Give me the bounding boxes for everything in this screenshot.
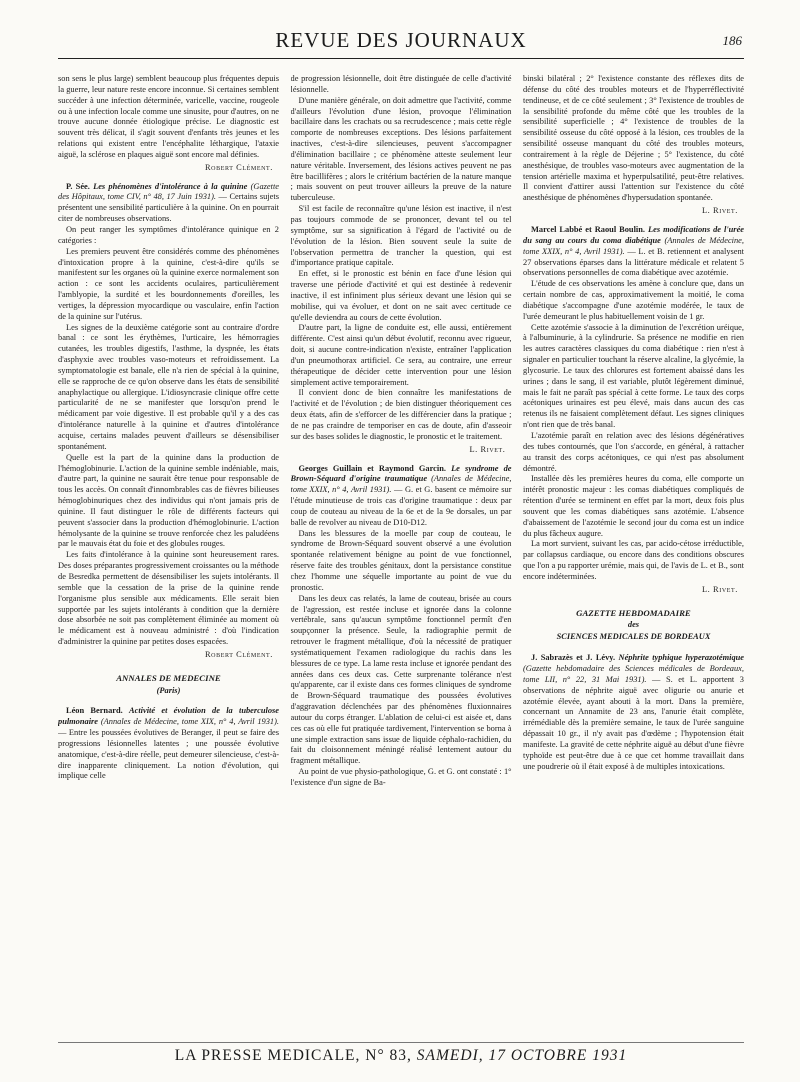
paragraph: On peut ranger les symptômes d'intolérance quinique en 2 catégories : — [58, 224, 279, 245]
paragraph: — L. et B. retiennent et analysent 27 observations éparses dans la littérature médicale et relatent 5 observations personnelles de coma diabétique avec azotémie. — [523, 246, 744, 278]
paragraph: — S. et L. apportent 3 observations de néphrite aiguë avec oligurie ou anurie et azotémie élevée, ayant abouti à la mort. Dans la première, concernant un Annamite de 23 ans, l'anurie était complète, irrémédiable dès la première semaine, le taux de l'urée sanguine dépassait 10 gr., il n'y avait pas d'œdème ; l'hypotension était manifeste. La gravité de cette néphrite aiguë au début d'une fièvre typhoïde est peut-être due à ce que cet homme travaillait dans une poudrerie où il était exposé à de multiples intoxications. — [523, 674, 744, 771]
journal-des: des — [627, 619, 640, 629]
article-reference: (Gazette des Hôpitaux, tome CIV, n° 48, 17 Juin 1931). — [58, 181, 279, 202]
paragraph: L'étude de ces observations les amène à conclure que, dans un certain nombre de cas, approximativement la moitié, le coma diabétique s'accompagne d'une azotémie modérée, le taux de l'urée demeurant le plus habituellement voisin de 1 gr. — [523, 279, 744, 321]
page-footer — [58, 1042, 744, 1069]
paragraph: L'azotémie paraît en relation avec des lésions dégénératives des tubes contournés, que l'on s'accorde, en général, à rattacher au transit des corps acétoniques, ce qui n'est pas absolument démontré. — [523, 431, 744, 473]
text-columns — [58, 74, 744, 1034]
paragraph: — Certains sujets présentent une sensibilité particulière à la quinine. On en pourrait citer de nombreuses observations. — [58, 192, 279, 224]
paragraph: Dans les deux cas relatés, la lame de couteau, brisée au cours de l'agression, est restée incluse et ignorée dans la colonne vertébrale, sans qu'aucun symptôme fonctionnel permît d'en soupçonner la présence. Seule, la radiographie permit de retrouver le fragment métallique, d'où la nécessité de pratiquer systématiquement l'examen radiologique du rachis dans les blessures de ce type. La lame resta incluse et ignorée pendant des années dans ces deux cas. Cette surprenante tolérance n'est qu'apparente, car il existe dans ces formes cliniques de syndrome de Brown-Séquard traumatique des poussées évolutives d'aggravation déclenchées par des phénomènes fluxionnaires autour du corps étranger. L'ablation de celui-ci est aisée et, dans ces cas où elle fut pratiquée tardivement, l'intervention se borna à une simple extraction sans issue de liquide céphalo-rachidien, du fait du cloisonnement méningé réalisé lentement autour du fragment métallique. — [290, 593, 512, 766]
journal-name: SCIENCES MEDICALES DE BORDEAUX — [556, 632, 711, 642]
paragraph: La mort survient, suivant les cas, par acido-cétose irréductible, par collapsus cardiaque, ou encore dans des conditions obscures que l'on a pu rapporter urémie, mais qui, de l'avis de L. et B., sont encore indéterminées. — [523, 539, 744, 581]
paragraph: — Entre les poussées évolutives de Beranger, il peut se faire des progressions lésionnelles latentes ; une poussée évolutive anatomique, c'est-à-dire réelle, peut demeurer silencieuse, c'est-à-dire inapparente cliniquement. La notion d'évolution, qui implique celle — [58, 728, 279, 781]
page-header — [58, 26, 744, 59]
paragraph: Les premiers peuvent être considérés comme des phénomènes d'intoxication propre à la quinine, c'est-à-dire qu'ils se manifestent sur les organes où la quinine exerce normalement son action : ce sont les accidents oculaires, particulièrement l'amblyopie, la surdité et les bourdonnements d'oreilles, les vertiges, la dépression myocardique ou vasculaire, enfin l'action de la quinine sur l'utérus. — [58, 246, 279, 321]
signature: L. Rivet. — [469, 444, 506, 454]
paragraph: son sens le plus large) semblent beaucoup plus fréquentes depuis la guerre, leur nature reste encore inconnue. Si certaines semblent succéder à une infection déterminée, varicelle, vaccine, rougeole ou à une infection locale comme une sinusite, pour d'autres, on ne trouve aucune donnée étiologique précise. Le diagnostic est souvent très délicat, il s'agit souvent d'enfants très jeunes et les relations qui existent entre l'encéphalite léthargique, l'ataxie aiguë, la sclérose en plaques aiguë sont encore mal définies. — [58, 74, 279, 159]
publication-date: SAMEDI, 17 OCTOBRE 1931 — [416, 1047, 628, 1064]
paragraph: D'une manière générale, on doit admettre que l'activité, comme d'ailleurs l'évolution d'une lésion, provoque l'élimination bacillaire dans les crachats ou sa recrudescence ; mais cette règle comporte de nombreuses exceptions. Des lésions parfaitement inactives, c'est-à-dire silencieuses, peuvent s'accompagner d'élimination bacillaire ; ce phénomène atteste seulement leur nature véritable. Inversement, des lésions actives peuvent ne pas être bacillifères ; alors le critérium bactérien de la nature manque ; mais souvent on peut trouver ailleurs la preuve de la nature tuberculeuse. — [290, 95, 512, 203]
article-reference: (Gazette hebdomadaire des Sciences médicales de Bordeaux, tome LII, n° 22, 31 Mai 1931). — [523, 664, 744, 684]
article-author: Léon Bernard. — [66, 706, 123, 716]
running-title: REVUE DES JOURNAUX — [275, 28, 527, 52]
column-right — [523, 74, 744, 1034]
column-left — [58, 74, 279, 1034]
paragraph: Dans les blessures de la moelle par coup de couteau, le syndrome de Brown-Séquard souvent observé a une évolution spontanée relativement bénigne au point de vue fonctionnel, réserve faite des troubles génitaux, dont la persistance constitue chez l'homme une séquelle importante au point de vue du pronostic. — [290, 528, 512, 592]
column-middle — [291, 74, 512, 1034]
paragraph: Les signes de la deuxième catégorie sont au contraire d'ordre banal : ce sont les érythèmes, l'urticaire, les hémorragies cutanées, les troubles digestifs, l'asthme, la dyspnée, les états d'asphyxie avec troubles vaso-moteurs et refroidissement. La symptomatologie est banale, elle n'a rien de spécial à la quinine, elle se rapproche de ce qu'on observe dans les états de sensibilité anaphylactique ou allergique. L'idiosyncrasie clinique offre cette particularité de ne se manifester que lorsqu'on prend le médicament par voie digestive. Il est probable qu'il y a des cas d'intolérance naturelle à la quinine et d'autres d'intolérance acquise, certains malades peuvent d'ailleurs se désensibiliser spontanément. — [58, 322, 279, 451]
article-title: Le syndrome de Brown-Séquard d'origine traumatique — [290, 463, 512, 484]
article-title: Les modifications de l'urée du sang au cours du coma diabétique — [523, 224, 744, 245]
signature: L. Rivet. — [701, 206, 738, 216]
paragraph: Cette azotémie s'associe à la diminution de l'excrétion uréique, à l'albuminurie, à la cylindrurie. Sa présence ne modifie en rien les autres caractères classiques du coma diabétique : rien n'est à signaler en particulier touchant la réserve alcaline, la glycémie, la glycosurie. Le taux des chlorures est fortement abaissé dans les urines ; dans le sang, il est variable, plutôt légèrement diminué, mais le fait ne paraît pas spécial à cette forme. Le taux des corps acétoniques urinaires est peu élevé, mais dans aucun des cas retenus ils ne faisaient complètement défaut. Les signes cliniques n'ont rien que de très banal. — [523, 322, 744, 430]
article-author: Georges Guillain et Raymond Garcin. — [298, 463, 446, 473]
article-heading — [523, 225, 744, 279]
article-reference: (Annales de Médecine, tome XIX, n° 4, Avril 1931). — [100, 717, 279, 727]
article-author: J. Sabrazès et J. Lévy. — [531, 653, 616, 663]
journal-title: ANNALES DE MEDECINE — [116, 672, 221, 683]
paragraph: Il convient donc de bien connaître les manifestations de l'activité et de l'évolution ; de bien distinguer théoriquement ces deux états, afin de s'efforcer de les différencier dans la pratique ; de ne pas craindre de temporiser en cas de doute, afin d'asseoir sur des bases solides le diagnostic, le pronostic et le traitement. — [290, 388, 512, 441]
article-heading — [58, 706, 279, 782]
paragraph: Au point de vue physio-pathologique, G. et G. ont constaté : 1° l'existence d'un signe de Ba- — [290, 767, 512, 787]
paragraph: S'il est facile de reconnaître qu'une lésion est inactive, il n'est pas toujours commode de se prononcer, devant tel ou tel symptôme, sur sa signification à l'égard de l'activité ou de l'évolution de la lésion. Bien souvent seule la suite de l'observation permettra de trancher la question, qui est d'importance pratique capitale. — [290, 204, 512, 268]
signature: L. Rivet. — [701, 584, 738, 594]
article-heading — [58, 182, 279, 225]
article-title: Néphrite typhique hyperazotémique — [618, 653, 744, 663]
article-heading — [291, 464, 512, 529]
article-heading — [523, 653, 744, 772]
paragraph: — G. et G. basent ce mémoire sur l'étude minutieuse de trois cas d'origine traumatique : deux par coup de couteau au niveau de la 6e et de la 9e dorsales, un par balle de revolver au niveau de D10-D12. — [290, 485, 512, 527]
journal-title: GAZETTE HEBDOMADAIRE — [576, 607, 691, 618]
paragraph: binski bilatéral ; 2° l'existence constante des réflexes dits de défense du côté des troubles moteurs et de l'hyperréflectivité tendineuse, et de ce côté seulement ; 3° l'existence de troubles de la sensibilité profonde du même côté que les troubles de la sensibilité superficielle ; 4° l'existence de troubles de la sensibilité osseuse du côté opposé à la lésion, ces troubles de la sensibilité osseuse manquant du côté des troubles moteurs, contrairement à la règle de Déjerine ; 5° l'existence, du côté anesthésique, de troubles vaso-moteurs avec augmentation de la tension artérielle maxima et hyperpulsatilité, peut-être relatives. Il convient d'attirer aussi l'attention sur l'existence du côté anesthésique de phénomènes d'hypersudation spontanée. — [523, 74, 744, 203]
article-title: Activité et évolution de la tuberculose pulmonaire — [58, 706, 279, 727]
paragraph: En effet, si le pronostic est bénin en face d'une lésion qui traverse une période d'activité et qui est destinée à redevenir inactive, il est infiniment plus sérieux devant une lésion qui se mobilise, qui va évoluer, et dont on ne sait avec certitude ce qu'elle deviendra au cours de cette évolution. — [290, 269, 512, 322]
article-author: Marcel Labbé et Raoul Boulin. — [531, 224, 645, 234]
paragraph: Quelle est la part de la quinine dans la production de l'hémoglobinurie. L'action de la quinine semble indéniable, mais, d'autre part, la quinine ne saurait être tenue pour responsable de tous les accès. On connaît d'innombrables cas de fièvres bilieuses hémoglobinuriques chez des individus qui n'ont jamais pris de quinine. Il faut distinguer le rôle de différents facteurs qui peuvent s'associer dans la production d'hémoglobinurie. L'action hémolysante de la quinine se trouve renforcée chez les paludéens par le mauvais état du foie et des globules rouges. — [58, 452, 279, 549]
article-reference: (Annales de Médecine, tome XXIX, n° 4, Avril 1931). — [290, 474, 512, 495]
page-number: 186 — [722, 33, 742, 48]
signature: Robert Clément. — [205, 649, 273, 659]
journal-city: (Paris) — [156, 685, 181, 695]
paragraph: Les faits d'intolérance à la quinine sont heureusement rares. Des doses préparantes progressivement croissantes ou la méthode de Besredka permettent de désensibiliser les sujets intolérants. Il semble que la cessation de la prise de la quinine rende l'organisme plus sensible aux médicaments. Elle serait bien supportée par les sujets intolérants à condition que la dernière dose absorbée ne soit pas complètement éliminée au moment où le médicament est à nouveau administré : d'où l'indication d'administrer la quinine par petites doses espacées. — [58, 550, 279, 647]
paragraph: Installée dès les premières heures du coma, elle comporte un intérêt pronostic majeur : les comas diabétiques compliqués de rétention d'urée se terminent en effet par la mort, deux fois plus souvent que les comas diabétiques sans azotémie. L'absence d'abaissement de l'azotémie le second jour du coma est un indice du plus fâcheux augure. — [523, 474, 744, 538]
signature: Robert Clément. — [205, 162, 273, 172]
article-author: P. Sée. — [66, 181, 90, 191]
article-reference: (Annales de Médecine, tome XXIX, n° 4, Avril 1931). — [523, 235, 744, 256]
paragraph: D'autre part, la ligne de conduite est, elle aussi, entièrement différente. C'est ainsi qu'un début évolutif, reconnu avec rigueur, doit, si aucune contre-indication n'existe, entraîner l'application d'un pneumothorax artificiel. Ce sera, au contraire, une erreur thérapeutique de décider cette intervention pour une lésion simplement active temporairement. — [290, 323, 512, 387]
article-title: Les phénomènes d'intolérance à la quinine — [93, 181, 248, 191]
paragraph: de progression lésionnelle, doit être distinguée de celle d'activité lésionnelle. — [290, 74, 512, 94]
publication-name: LA PRESSE MEDICALE, N° 83, — [174, 1047, 412, 1064]
